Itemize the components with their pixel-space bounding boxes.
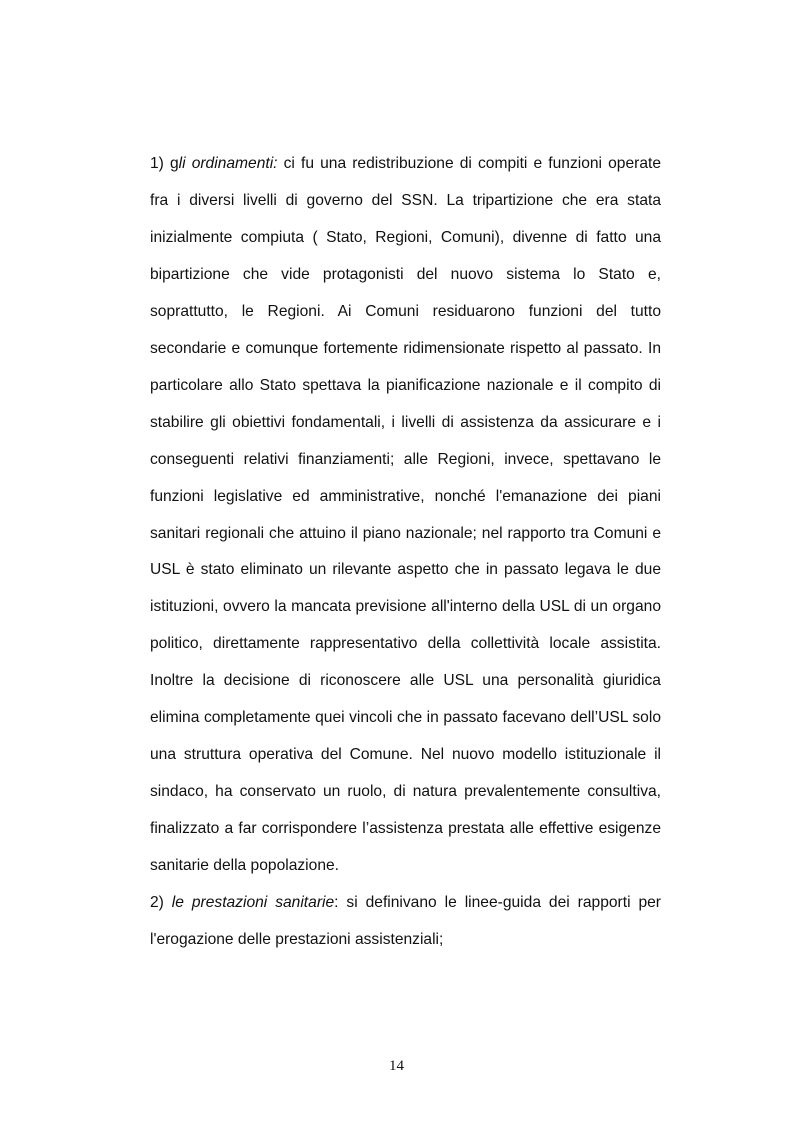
item-number: 1) g [150, 155, 179, 172]
item-body: ci fu una redistribuzione di compiti e funzioni operate fra i diversi livelli di governo del SSN. La tripartizione che era stata inizialmente compiuta ( Stato, Regioni, Comuni), divenne di fatto una bipartizione che vide protagonisti del nuovo sistema lo Stato e, soprattutto, le Regioni. Ai Comuni residuarono funzioni del tutto secondarie e comunque fortemente ridimensionate rispetto al passato. In particolare allo Stato spettava la pianificazione nazionale e il compito di stabilire gli obiettivi fondamentali, i livelli di assistenza da assicurare e i conseguenti relativi finanziamenti; alle Regioni, invece, spettavano le funzioni legislative ed amministrative, nonché l'emanazione dei piani sanitari regionali che attuino il piano nazionale; nel rapporto tra Comuni e USL è stato eliminato un rilevante aspetto che in passato legava le due istituzioni, ovvero la mancata previsione all'interno della USL di un organo politico, direttamente rappresentativo della collettività locale assistita. Inoltre la decisione di riconoscere alle USL una personalità giuridica elimina completamente quei vincoli che in passato facevano dell’USL solo una struttura operativa del Comune. Nel nuovo modello istituzionale il sindaco, ha conservato un ruolo, di natura prevalentemente consultiva, finalizzato a far corrispondere l’assistenza prestata alle effettive esigenze sanitarie della popolazione. [150, 155, 662, 875]
item-number: 2) [150, 894, 172, 912]
paragraph-prestazioni-sanitarie [150, 885, 661, 959]
item-body: : si definivano le linee-guida dei rapporti per l'erogazione delle prestazioni assistenziali; [150, 894, 661, 949]
item-heading: li ordinamenti: [178, 155, 278, 172]
item-heading: le prestazioni sanitarie [171, 894, 335, 912]
page-number: 14 [389, 1058, 404, 1074]
paragraph-ordinamenti [150, 146, 661, 885]
body-text [150, 146, 661, 959]
